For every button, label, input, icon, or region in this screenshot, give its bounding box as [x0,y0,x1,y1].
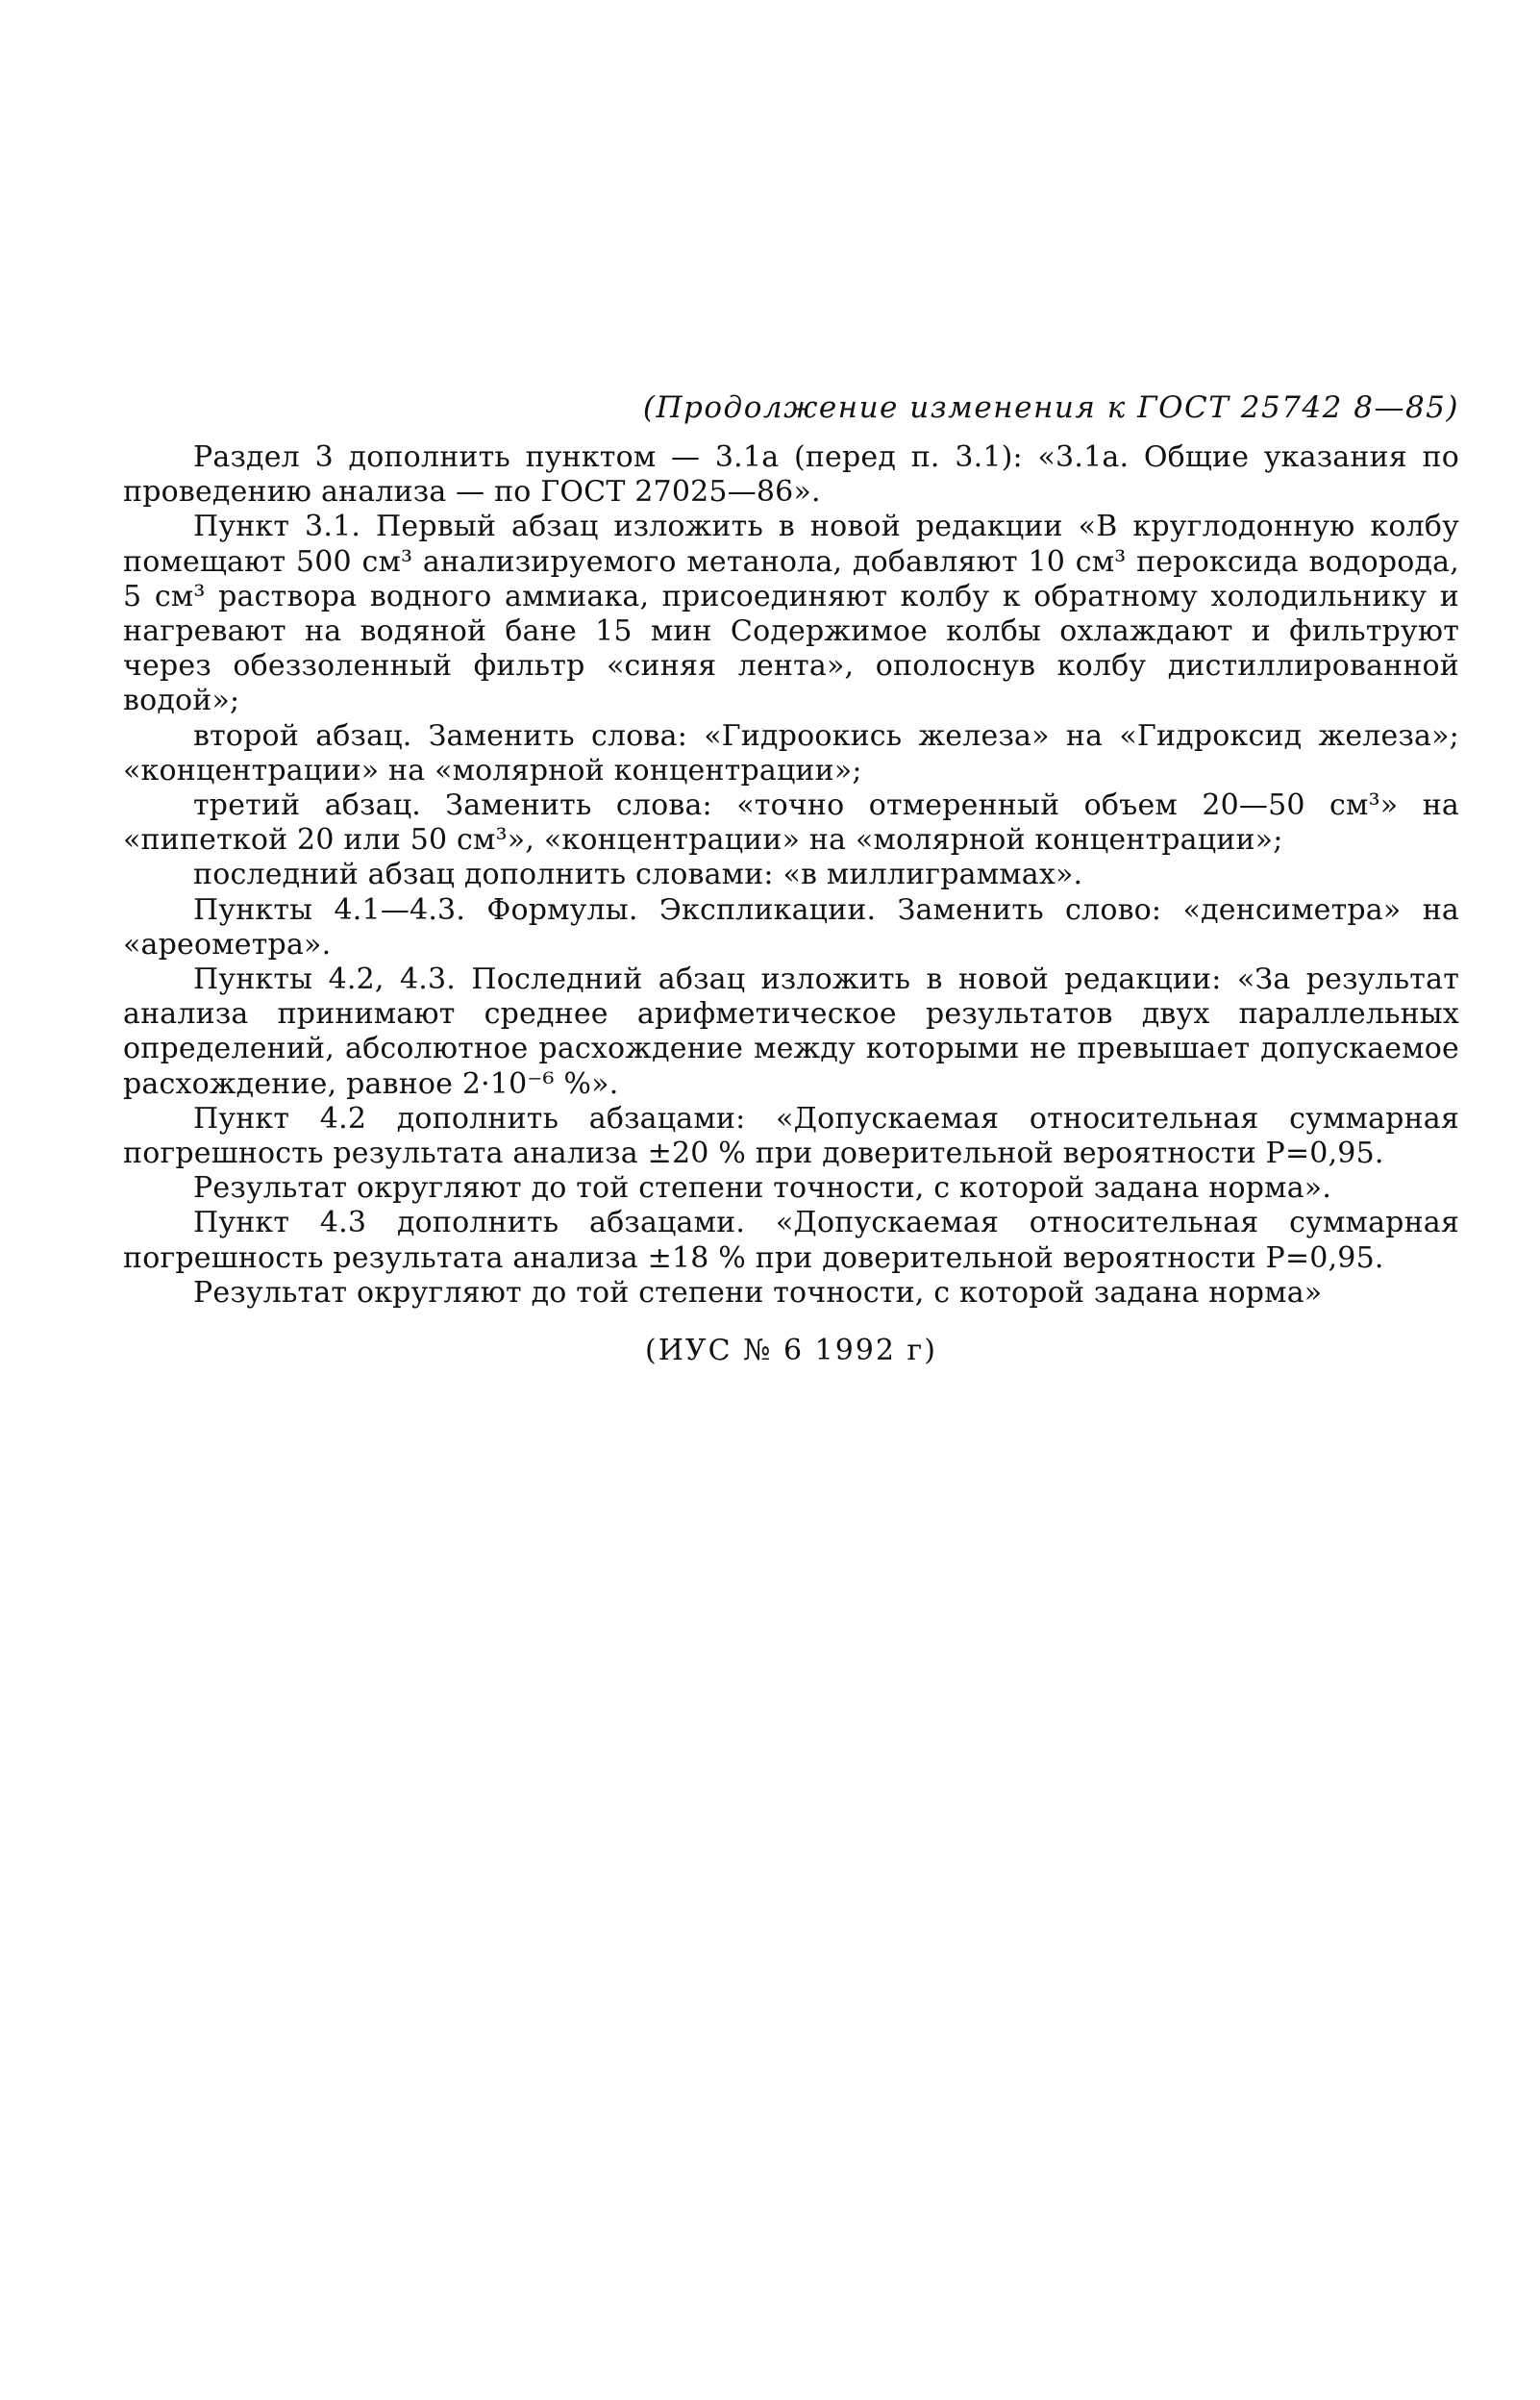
paragraph-clauses-4-1-4-3: Пункты 4.1—4.3. Формулы. Экспликации. Заменить слово: «денсиметра» на «ареометра». [123,892,1459,962]
paragraph-last-abzac: последний абзац дополнить словами: «в миллиграммах». [193,858,1083,892]
document-page [123,385,1459,1370]
paragraph-result-rounding-2: Результат округляют до той степени точности, с которой задана норма» [193,1275,1323,1310]
paragraph-second-abzac: второй абзац. Заменить слова: «Гидроокись железа» на «Гидроксид железа»; «концентрации» на «молярной концентрации»; [123,718,1459,788]
paragraph-section-3: Раздел 3 дополнить пунктом — 3.1а (перед п. 3.1): «3.1а. Общие указания по проведению анализа — по ГОСТ 27025—86». [123,440,1459,510]
paragraph-clauses-4-2-4-3: Пункты 4.2, 4.3. Последний абзац изложить в новой редакции: «За результат анализа принимают среднее арифметическое результатов двух параллельных определений, абсолютное расхождение между которыми не превышает допускаемое расхождение, равное 2·10⁻⁶ %». [123,962,1459,1101]
paragraph-clause-3-1: Пункт 3.1. Первый абзац изложить в новой редакции «В круглодонную колбу помещают 500 см³ анализируемого метанола, добавляют 10 см³ пероксида водорода, 5 см³ раствора водного аммиака, присоединяют колбу к обратному холодильнику и нагревают на водяной бане 15 мин Содержимое колбы охлаждают и фильтруют через обеззоленный фильтр «синяя лента», ополоснув колбу дистиллированной водой»; [123,510,1459,718]
source-reference: (ИУС № 6 1992 г) [645,1334,937,1368]
paragraph-third-abzac: третий абзац. Заменить слова: «точно отмеренный объем 20—50 см³» на «пипеткой 20 или 50 см³», «концентрации» на «молярной концентрации»; [123,788,1459,858]
continuation-header: (Продолжение изменения к ГОСТ 25742 8—85) [642,390,1459,425]
paragraph-result-rounding-1: Результат округляют до той степени точности, с которой задана норма». [193,1171,1332,1206]
paragraph-clause-4-3: Пункт 4.3 дополнить абзацами. «Допускаемая относительная суммарная погрешность результата анализа ±18 % при доверительной вероятности Р=0,95. [123,1206,1459,1275]
paragraph-clause-4-2: Пункт 4.2 дополнить абзацами: «Допускаемая относительная суммарная погрешность результата анализа ±20 % при доверительной вероятности Р=0,95. [123,1101,1459,1171]
